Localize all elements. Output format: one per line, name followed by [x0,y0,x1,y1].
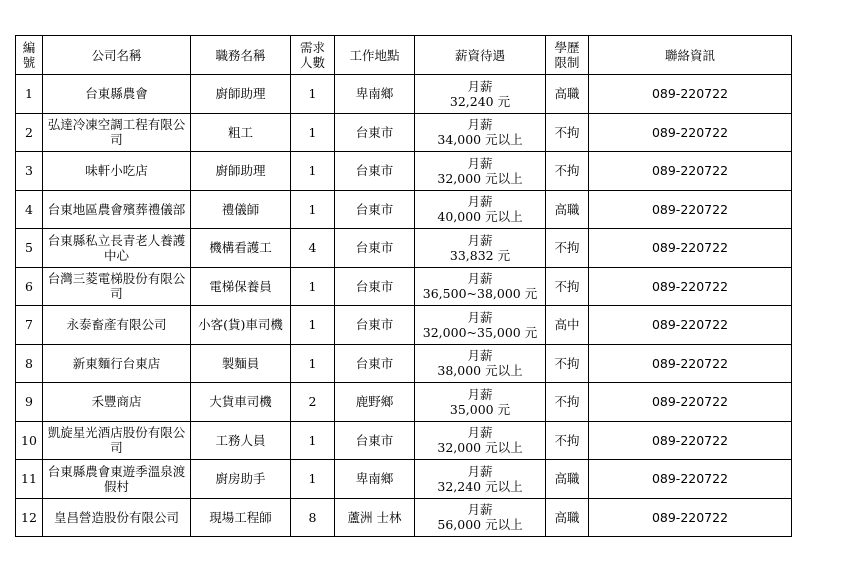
header-job: 職務名稱 [191,36,291,75]
header-education-line1: 學歷 [554,40,580,55]
cell-education: 高職 [546,190,589,229]
salary-type: 月薪 [467,78,493,94]
cell-contact: 089-220722 [589,190,792,229]
cell-headcount: 1 [291,75,335,114]
cell-headcount: 1 [291,113,335,152]
cell-job: 廚房助手 [191,460,291,499]
cell-education: 不拘 [546,113,589,152]
cell-education: 不拘 [546,267,589,306]
cell-location: 卑南鄉 [335,460,415,499]
cell-salary [415,421,546,460]
cell-no: 2 [16,113,43,152]
table-row [16,190,792,229]
cell-education: 不拘 [546,152,589,191]
salary-amount: 32,240 元以上 [437,478,523,494]
cell-education: 高職 [546,460,589,499]
salary-type: 月薪 [467,194,493,210]
cell-location: 鹿野鄉 [335,383,415,422]
cell-contact: 089-220722 [589,75,792,114]
cell-job: 小客(貨)車司機 [191,306,291,345]
header-education-line2: 限制 [554,55,580,70]
cell-no: 9 [16,383,43,422]
cell-company: 皇昌營造股份有限公司 [43,498,191,537]
cell-contact: 089-220722 [589,344,792,383]
cell-no: 4 [16,190,43,229]
cell-contact: 089-220722 [589,113,792,152]
cell-headcount: 1 [291,152,335,191]
cell-location: 台東市 [335,306,415,345]
header-location: 工作地點 [335,36,415,75]
cell-job: 禮儀師 [191,190,291,229]
cell-salary [415,152,546,191]
salary-type: 月薪 [467,117,493,133]
cell-contact: 089-220722 [589,460,792,499]
cell-no: 5 [16,229,43,268]
cell-salary [415,267,546,306]
salary-amount: 34,000 元以上 [437,132,523,148]
cell-headcount: 1 [291,267,335,306]
cell-company: 弘達冷凍空調工程有限公司 [43,113,191,152]
salary-amount: 32,240 元 [449,93,511,109]
table-row [16,460,792,499]
salary-type: 月薪 [467,502,493,518]
cell-company: 新東麵行台東店 [43,344,191,383]
cell-salary [415,383,546,422]
salary-type: 月薪 [467,271,493,287]
cell-salary [415,113,546,152]
cell-headcount: 1 [291,460,335,499]
header-contact: 聯絡資訊 [589,36,792,75]
table-row [16,498,792,537]
cell-company: 味軒小吃店 [43,152,191,191]
cell-location: 台東市 [335,229,415,268]
cell-location: 蘆洲 士林 [335,498,415,537]
cell-education: 高職 [546,498,589,537]
cell-headcount: 1 [291,421,335,460]
cell-company: 永泰畜產有限公司 [43,306,191,345]
table-row [16,421,792,460]
cell-headcount: 1 [291,344,335,383]
header-headcount-line1: 需求 [299,40,325,55]
cell-contact: 089-220722 [589,498,792,537]
header-salary: 薪資待遇 [415,36,546,75]
salary-amount: 38,000 元以上 [437,363,523,379]
cell-contact: 089-220722 [589,152,792,191]
cell-job: 廚師助理 [191,75,291,114]
table-row [16,229,792,268]
cell-location: 台東市 [335,152,415,191]
cell-company: 台東縣私立長青老人養護中心 [43,229,191,268]
salary-type: 月薪 [467,348,493,364]
cell-location: 卑南鄉 [335,75,415,114]
salary-type: 月薪 [467,463,493,479]
cell-no: 10 [16,421,43,460]
salary-type: 月薪 [467,309,493,325]
cell-location: 台東市 [335,344,415,383]
header-no: 編號 [16,36,43,75]
cell-company: 凱旋星光酒店股份有限公司 [43,421,191,460]
salary-amount: 40,000 元以上 [437,209,523,225]
cell-job: 機構看護工 [191,229,291,268]
salary-amount: 32,000~35,000 元 [422,324,538,340]
salary-amount: 36,500~38,000 元 [422,286,538,302]
cell-salary [415,306,546,345]
salary-amount: 56,000 元以上 [437,517,523,533]
cell-salary [415,190,546,229]
cell-education: 不拘 [546,344,589,383]
table-row [16,383,792,422]
cell-company: 台東縣農會東遊季溫泉渡假村 [43,460,191,499]
cell-headcount: 2 [291,383,335,422]
salary-amount: 32,000 元以上 [437,440,523,456]
cell-no: 11 [16,460,43,499]
table-row [16,344,792,383]
cell-contact: 089-220722 [589,421,792,460]
salary-type: 月薪 [467,386,493,402]
cell-company: 台東地區農會殯葬禮儀部 [43,190,191,229]
cell-no: 1 [16,75,43,114]
cell-location: 台東市 [335,113,415,152]
header-headcount-line2: 人數 [299,55,325,70]
salary-type: 月薪 [467,155,493,171]
table-row [16,267,792,306]
cell-headcount: 1 [291,306,335,345]
header-company: 公司名稱 [43,36,191,75]
cell-contact: 089-220722 [589,306,792,345]
cell-company: 禾豐商店 [43,383,191,422]
cell-headcount: 4 [291,229,335,268]
cell-education: 不拘 [546,421,589,460]
header-row [16,36,792,75]
cell-job: 製麵員 [191,344,291,383]
cell-no: 7 [16,306,43,345]
cell-salary [415,229,546,268]
cell-company: 台灣三菱電梯股份有限公司 [43,267,191,306]
header-headcount [291,36,335,75]
table-row [16,113,792,152]
cell-location: 台東市 [335,190,415,229]
salary-amount: 32,000 元以上 [437,170,523,186]
cell-education: 不拘 [546,229,589,268]
cell-company: 台東縣農會 [43,75,191,114]
cell-no: 8 [16,344,43,383]
cell-education: 高職 [546,75,589,114]
cell-location: 台東市 [335,421,415,460]
cell-no: 6 [16,267,43,306]
table-row [16,306,792,345]
cell-job: 現場工程師 [191,498,291,537]
cell-contact: 089-220722 [589,267,792,306]
cell-no: 12 [16,498,43,537]
cell-salary [415,344,546,383]
cell-location: 台東市 [335,267,415,306]
cell-job: 大貨車司機 [191,383,291,422]
cell-job: 粗工 [191,113,291,152]
cell-education: 高中 [546,306,589,345]
salary-amount: 35,000 元 [449,401,511,417]
header-education [546,36,589,75]
cell-contact: 089-220722 [589,383,792,422]
cell-headcount: 8 [291,498,335,537]
salary-amount: 33,832 元 [449,247,511,263]
table-body [16,75,792,537]
cell-salary [415,460,546,499]
cell-salary [415,498,546,537]
cell-job: 工務人員 [191,421,291,460]
cell-job: 電梯保養員 [191,267,291,306]
table-row [16,75,792,114]
cell-headcount: 1 [291,190,335,229]
table-row [16,152,792,191]
cell-education: 不拘 [546,383,589,422]
salary-type: 月薪 [467,425,493,441]
cell-job: 廚師助理 [191,152,291,191]
cell-no: 3 [16,152,43,191]
salary-type: 月薪 [467,232,493,248]
job-listing-table [15,35,792,537]
cell-salary [415,75,546,114]
cell-contact: 089-220722 [589,229,792,268]
